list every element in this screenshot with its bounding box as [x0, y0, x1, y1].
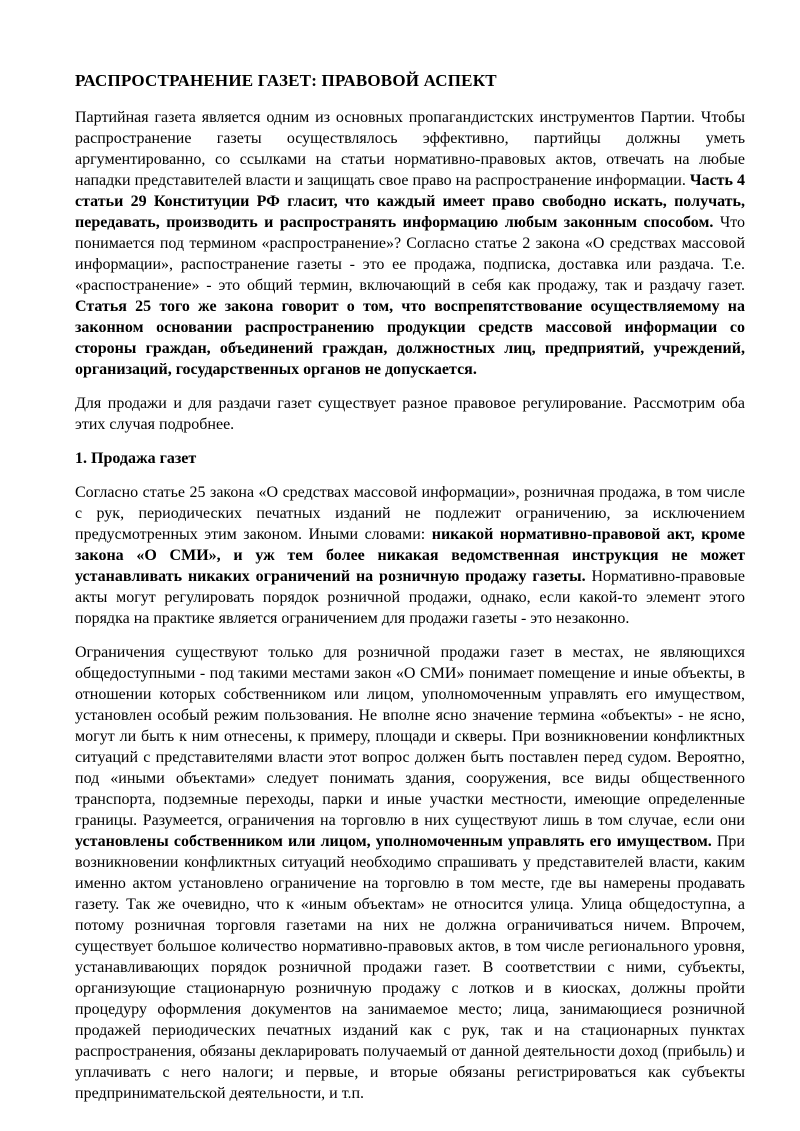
text-run: Нормативно-правовые акты могут регулировать порядок розничной продажи, однако, если какой-то элемент этого порядка на практике является ограничением для продажи газеты - это незаконно. — [75, 568, 745, 627]
text-run: Для продажи и для раздачи газет существует разное правовое регулирование. Рассмотрим оба этих случая подробнее. — [75, 395, 745, 433]
paragraph-regulation-note — [75, 393, 745, 435]
bold-run-constitution-article: Часть 4 статьи 29 Конституции РФ гласит, что каждый имеет право свободно искать, получать, передавать, производить и распространять информацию любым законным способом. — [75, 172, 745, 231]
document-title: РАСПРОСТРАНЕНИЕ ГАЗЕТ: ПРАВОВОЙ АСПЕКТ — [75, 71, 497, 90]
bold-run-owner-established: установлены собственником или лицом, уполномоченным управлять его имуществом. — [75, 833, 717, 850]
text-run: Что понимается под термином «распространение»? Согласно статье 2 закона «О средствах массовой информации», распостранение газеты - это ее продажа, подписка, доставка или раздача. Т.е. «распостранение» - это общий термин, включающий в себя как продажу, так и раздачу газет. — [75, 214, 745, 294]
text-run: Ограничения существуют только для розничной продажи газет в местах, не являющихся общедоступными - под такими местами закон «О СМИ» понимает помещение и иные объекты, в отношении которых собственником или лицом, уполномоченным управлять его имуществом, установлен особый режим пользования. Не вполне ясно значение термина «объекты» - не ясно, могут ли быть к ним отнесены, к примеру, площади и скверы. При возникновении конфликтных ситуаций с представителями власти этот вопрос должен быть поставлен перед судом. Вероятно, под «иными объектами» следует понимать здания, сооружения, все виды общественного транспорта, подземные переходы, парки и иные участки местности, имеющие определенные границы. Разумеется, ограничения на торговлю в них существуют лишь в том случае, если они — [75, 644, 745, 829]
text-run: Согласно статье 25 закона «О средствах массовой информации», розничная продажа, в том числе с рук, периодических печатных изданий не подлежит ограничению, за исключением предусмотренных этим законом. Иными словами: — [75, 484, 745, 543]
text-run: При возникновении конфликтных ситуаций необходимо спрашивать у представителей власти, каким именно актом установлено ограничение на торговлю в том месте, где вы намерены продавать газету. Так же очевидно, что к «иным объектам» не относится улица. Улица общедоступна, а потому розничная торговля газетами на них не должна ограничиваться ничем. Впрочем, существует большое количество нормативно-правовых актов, в том числе регионального уровня, устанавливающих порядок розничной продажи газет. В соответствии с ними, субъекты, организующие стационарную розничную продажу с лотков и в киосках, должны пройти процедуру оформления документов на занимаемое место; лица, занимающиеся розничной продажей периодических печатных изданий как с рук, так и на стационарных пунктах распространения, обязаны декларировать получаемый от данной деятельности доход (прибыль) и уплачивать с него налоги; и первые, и вторые обязаны регистрироваться как субъекты предпринимательской деятельности, и т.п. — [75, 833, 745, 1102]
paragraph-retail-sale — [75, 482, 745, 629]
paragraph-restrictions — [75, 642, 745, 1104]
section-heading-sale: 1. Продажа газет — [75, 450, 197, 467]
paragraph-intro — [75, 107, 745, 380]
bold-run-no-legal-act: никакой нормативно-правовой акт, кроме закона «О СМИ», и уж тем более никакая ведомственная инструкция не может устанавливать никаких ограничений на розничную продажу газеты. — [75, 526, 746, 585]
bold-run-article-25: Статья 25 того же закона говорит о том, что воспрепятствование осуществляемому на законном основании распространению продукции средств массовой информации со стороны граждан, объединений граждан, должностных лиц, предприятий, учреждений, организаций, государственных органов не допускается. — [75, 298, 745, 378]
text-run: Партийная газета является одним из основных пропагандистских инструментов Партии. Чтобы распространение газеты осуществлялось эффективно, партийцы должны уметь аргументированно, со ссылками на статьи нормативно-правовых актов, отвечать на любые нападки представителей власти и защищать свое право на распространение информации. — [75, 109, 745, 189]
